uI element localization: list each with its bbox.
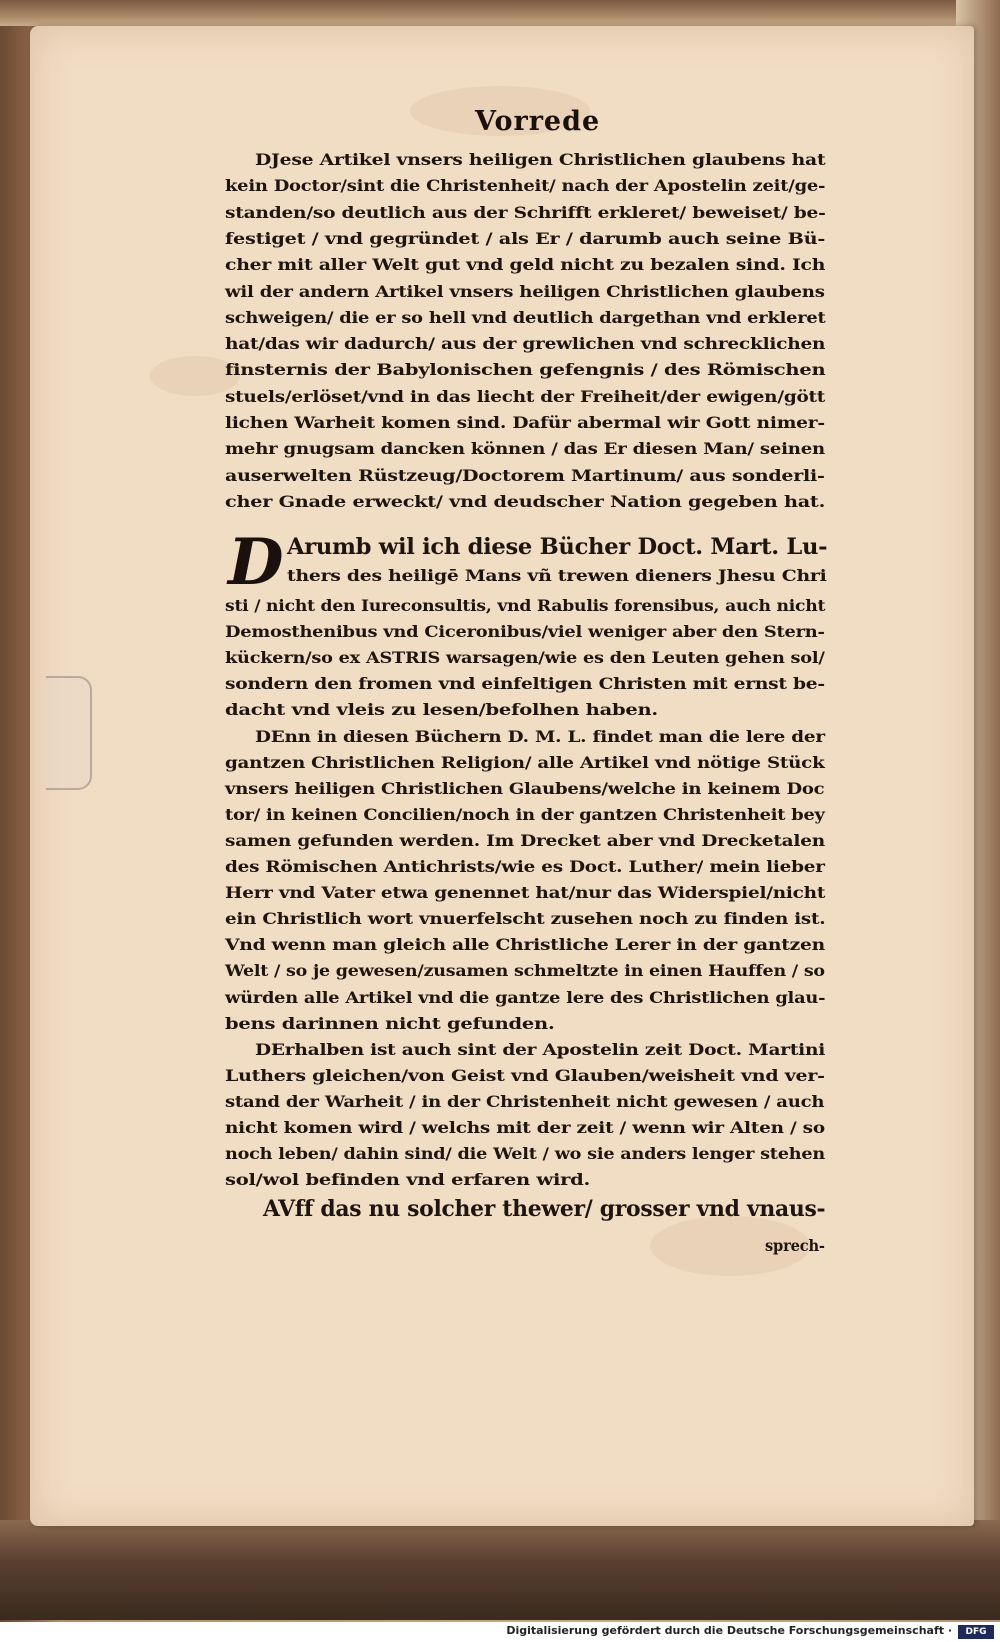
text-line: gantzen Christlichen Religion/ alle Artikel vnd nötige Stück — [225, 752, 825, 772]
text-line: Vnd wenn man gleich alle Christliche Lerer in der gantzen — [225, 935, 825, 955]
text-line: kückern/so ex ASTRIS warsagen/wie es den Leuten gehen sol/ — [225, 648, 825, 668]
dfg-logo-icon: DFG — [958, 1625, 994, 1639]
text-line: hat/das wir dadurch/ aus der grewlichen vnd schrecklichen — [225, 334, 826, 354]
page-heading: Vorrede — [475, 106, 601, 137]
paper-page — [30, 26, 974, 1526]
text-line: DJese Artikel vnsers heiligen Christlichen glaubens hat — [255, 150, 826, 169]
text-line: festiget / vnd gegründet / als Er / darumb auch seine Bü- — [225, 228, 826, 248]
text-line: würden alle Artikel vnd die gantze lere des Christlichen glau- — [225, 987, 826, 1007]
text-line: Luthers gleichen/von Geist vnd Glauben/weisheit vnd ver- — [225, 1065, 825, 1085]
text-line: nicht komen wird / welchs mit der zeit / wenn wir Alten / so — [225, 1118, 825, 1137]
text-line: AVff das nu solcher thewer/ grosser vnd vnaus- — [263, 1196, 826, 1222]
drop-capital: D — [228, 525, 284, 600]
text-line: noch leben/ dahin sind/ die Welt / wo sie anders lenger stehen — [225, 1144, 825, 1164]
text-line: sti / nicht den Iureconsultis, vnd Rabulis forensibus, auch nicht — [225, 596, 826, 615]
text-line: samen gefunden werden. Im Drecket aber vnd Drecketalen — [225, 830, 826, 850]
text-line: cher Gnade erweckt/ vnd deudscher Nation gegeben hat. — [225, 491, 826, 511]
book-top-edge — [0, 0, 1000, 26]
text-line: vnsers heiligen Christlichen Glaubens/welche in keinem Doc — [225, 778, 825, 798]
text-line: kein Doctor/sint die Christenheit/ nach der Apostelin zeit/ge- — [225, 176, 826, 196]
text-line: des Römischen Antichrists/wie es Doct. Luther/ mein lieber — [225, 857, 825, 876]
text-line: DEnn in diesen Büchern D. M. L. findet man die lere der — [255, 726, 825, 746]
text-line: sol/wol befinden vnd erfaren wird. — [225, 1170, 591, 1190]
text-line: finsternis der Babylonischen gefengnis / des Römischen — [225, 360, 826, 380]
text-line: bens darinnen nicht gefunden. — [225, 1013, 555, 1033]
text-line: standen/so deutlich aus der Schrifft erkleret/ beweiset/ be- — [225, 202, 826, 222]
text-line: Welt / so je gewesen/zusamen schmeltzte in einen Hauffen / so — [225, 961, 825, 981]
text-line: sprech- — [765, 1236, 825, 1255]
text-line: cher mit aller Welt gut vnd geld nicht zu bezalen sind. Ich — [225, 255, 826, 275]
text-line: ein Christlich wort vnuerfelscht zusehen noch zu finden ist. — [225, 909, 826, 929]
text-line: stuels/erlöset/vnd in das liecht der Freiheit/der ewigen/gött — [225, 386, 826, 406]
text-line: mehr gnugsam dancken können / das Er diesen Man/ seinen — [225, 439, 825, 459]
text-line: tor/ in keinen Concilien/noch in der gantzen Christenheit bey — [225, 804, 825, 824]
footer-credit: Digitalisierung gefördert durch die Deutsche Forschungsgemeinschaft · — [506, 1624, 952, 1637]
book-bottom-edge — [0, 1520, 1000, 1620]
text-line: lichen Warheit komen sind. Dafür abermal wir Gott nimer- — [225, 413, 825, 432]
text-line: dacht vnd vleis zu lesen/befolhen haben. — [225, 700, 658, 720]
text-line: auserwelten Rüstzeug/Doctorem Martinum/ aus sonderli- — [225, 465, 825, 485]
digitization-footer — [0, 1622, 1000, 1642]
text-line: Demosthenibus vnd Ciceronibus/viel weniger aber den Stern- — [225, 622, 825, 642]
text-line: thers des heiligē Mans vñ trewen dieners Jhesu Chri — [287, 566, 827, 585]
paper-clip-mark — [46, 676, 92, 790]
text-line: schweigen/ die er so hell vnd deutlich dargethan vnd erkleret — [225, 307, 826, 327]
text-line: stand der Warheit / in der Christenheit nicht gewesen / auch — [225, 1091, 825, 1111]
text-line: Herr vnd Vater etwa genennet hat/nur das Widerspiel/nicht — [225, 883, 826, 903]
text-line: DErhalben ist auch sint der Apostelin zeit Doct. Martini — [255, 1039, 826, 1059]
text-line: Arumb wil ich diese Bücher Doct. Mart. Lu- — [287, 534, 828, 560]
text-line: sondern den fromen vnd einfeltigen Christen mit ernst be- — [225, 674, 825, 694]
text-line: wil der andern Artikel vnsers heiligen Christlichen glaubens — [225, 281, 825, 301]
